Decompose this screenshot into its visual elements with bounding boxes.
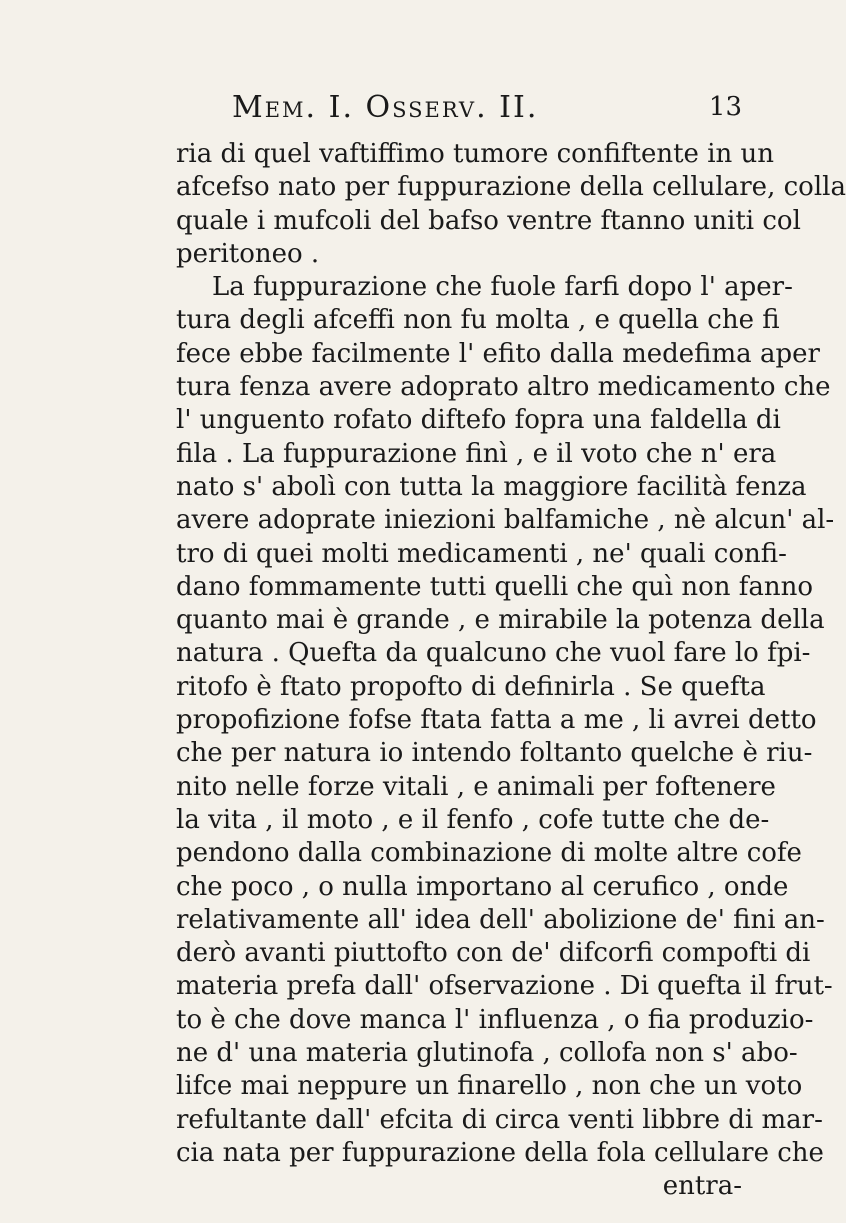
text-line: l' unguento rofato diftefo fopra una faldella di: [176, 405, 781, 436]
catchword: entra-: [662, 1171, 742, 1202]
running-head: Mem. I. Osserv. II.: [232, 90, 539, 125]
text-line: refultante dall' efcita di circa venti libbre di mar-: [176, 1104, 823, 1135]
text-line: relativamente all' idea dell' abolizione de' fini an-: [176, 904, 825, 935]
text-line: ne d' una materia glutinofa , collofa non s' abo-: [176, 1038, 798, 1069]
text-line: dano fommamente tutti quelli che quì non fanno: [176, 571, 814, 602]
text-line: che per natura io intendo foltanto quelche è riu-: [176, 738, 813, 769]
text-line: ritofo è ftato propofto di definirla . Se quefta: [176, 671, 766, 702]
text-line: che poco , o nulla importano al cerufico , onde: [176, 871, 789, 902]
text-line: La fuppurazione che fuole farfi dopo l' aper-: [212, 272, 793, 303]
text-line: cia nata per fuppurazione della fola cellulare che: [176, 1137, 824, 1168]
text-line: avere adoprate iniezioni balfamiche , nè alcun' al-: [176, 505, 835, 536]
text-line: to è che dove manca l' influenza , o fia produzio-: [176, 1004, 814, 1035]
text-line: lifce mai neppure un finarello , non che un voto: [176, 1071, 803, 1102]
text-line: fece ebbe facilmente l' efito dalla medefima aper: [176, 338, 820, 369]
text-line: nato s' abolì con tutta la maggiore facilità fenza: [176, 471, 807, 502]
page-header: [176, 90, 742, 130]
text-line: materia prefa dall' ofservazione . Di quefta il frut-: [176, 971, 833, 1002]
text-line: pendono dalla combinazione di molte altre cofe: [176, 838, 802, 869]
text-line: peritoneo .: [176, 238, 320, 269]
page-number: 13: [708, 92, 742, 122]
text-line: nito nelle forze vitali , e animali per foftenere: [176, 771, 776, 802]
text-line: tura fenza avere adoprato altro medicamento che: [176, 372, 831, 403]
text-line: propofizione fofse ftata fatta a me , li avrei detto: [176, 705, 817, 736]
text-line: derò avanti piuttofto con de' difcorfi compofti di: [176, 938, 811, 969]
body-text: [176, 138, 846, 1204]
text-line: tura degli afceffi non fu molta , e quella che fi: [176, 305, 780, 336]
text-line: afcefso nato per fuppurazione della cellulare, colla: [176, 172, 846, 203]
text-line: fila . La fuppurazione finì , e il voto che n' era: [176, 438, 777, 469]
text-line: la vita , il moto , e il fenfo , cofe tutte che de-: [176, 804, 770, 835]
text-line: tro di quei molti medicamenti , ne' quali confi-: [176, 538, 787, 569]
text-line: quanto mai è grande , e mirabile la potenza della: [176, 605, 825, 636]
text-line: quale i mufcoli del bafso ventre ftanno uniti col: [176, 205, 801, 236]
text-line: ria di quel vaftiffimo tumore confiftente in un: [176, 139, 775, 169]
text-line: natura . Quefta da qualcuno che vuol fare lo fpi-: [176, 638, 811, 669]
